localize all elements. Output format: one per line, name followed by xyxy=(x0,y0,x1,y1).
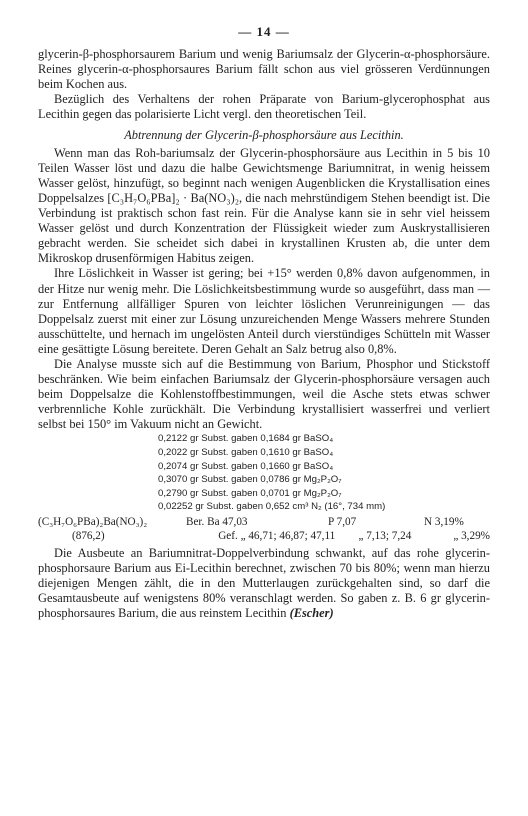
analysis-table xyxy=(38,516,490,544)
intro-paragraph-2: Bezüglich des Verhaltens der rohen Präparate von Barium-glycerophosphat aus Lecithin gegen das polarisierte Licht vergl. den theoretischen Teil. xyxy=(38,92,490,122)
page-number: — 14 — xyxy=(238,24,290,39)
molar-mass: (876,2) xyxy=(72,529,105,542)
measurement-line: 0,2022 gr Subst. gaben 0,1610 gr BaSO₄ xyxy=(158,447,334,459)
measurement-list xyxy=(38,432,490,514)
closing-text: Die Ausbeute an Bariumnitrat-Doppelverbindung schwankt, auf das rohe glycerin-phosphorsaure Barium aus Ei-Lecithin berechnet, zwischen 70 bis 80%; wenn man hierzu diejenigen Mengen zählt, die in den Mutterlaugen zurückgehalten sind, so darf die Gesamtausbeute auf wenigstens 80% veranschlagt werden. So gaben z. B. 6 gr glycerin-phosphorsaures Barium, die aus reinstem Lecithin xyxy=(38,545,490,620)
measurement-line: 0,2074 gr Subst. gaben 0,1660 gr BaSO₄ xyxy=(158,460,334,472)
found-ba: Gef. „ 46,71; 46,87; 47,11 xyxy=(218,529,336,542)
document-page xyxy=(38,24,490,621)
analysis-row-found xyxy=(38,530,490,544)
intro-paragraph-1: glycerin-β-phosphorsaurem Barium und wenig Bariumsalz der Glycerin-α-phosphorsäure. Reines glycerin-α-phosphorsaures Barium fällt schon aus viel grösseren Verdünnungen beim Kochen aus. xyxy=(38,47,490,92)
closing-name: (Escher) xyxy=(289,605,334,620)
found-p: „ 7,13; 7,24 xyxy=(358,529,412,542)
calc-p: P 7,07 xyxy=(328,516,357,528)
section-heading: Abtrennung der Glycerin-β-phosphorsäure aus Lecithin. xyxy=(124,127,404,142)
analysis-row-calculated xyxy=(38,516,490,530)
closing-paragraph xyxy=(38,546,490,621)
calc-n: N 3,19% xyxy=(424,516,464,528)
calc-ba: Ber. Ba 47,03 xyxy=(186,516,248,528)
measurement-line: 0,2122 gr Subst. gaben 0,1684 gr BaSO₄ xyxy=(158,433,334,445)
measurement-line: 0,3070 gr Subst. gaben 0,0786 gr Mg₂P₂O₇ xyxy=(158,474,342,486)
found-n: „ 3,29% xyxy=(453,529,490,542)
body-paragraph-3: Die Analyse musste sich auf die Bestimmung von Barium, Phosphor und Stickstoff beschränken. Wie beim einfachen Bariumsalz der Glycerin-phosphorsäure versagen auch beim Doppelsalze die Kohlenstoffbestimmungen, weil die Asche stets etwas schwer verbrennliche Kohle zurückhält. Die Verbindung krystallisiert wasserfrei und verliert selbst bei 150° im Vakuum nicht an Gewicht. xyxy=(38,356,490,432)
body-paragraph-2: Ihre Löslichkeit in Wasser ist gering; bei +15° werden 0,8% davon aufgenommen, in der Hitze nur wenig mehr. Die Löslichkeitsbestimmung wurde so ausgeführt, dass man — zur Entfernung allfälliger Spuren von leichter löslichen Verunreinigungen — das Doppelsalz zuerst mit einer zur Lösung unzureichenden Menge Wassers mehrere Stunden ausschüttelte, und hernach im ungelösten Anteil durch vierstündiges Schütteln mit Wasser eine gesättigte Lösung bereitete. Deren Gehalt an Salz betrug also 0,8%. xyxy=(38,266,490,356)
formula: (C₃H₇O₆PBa)₂Ba(NO₃)₂ xyxy=(38,516,148,528)
measurement-line: 0,2790 gr Subst. gaben 0,0701 gr Mg₂P₂O₇ xyxy=(158,487,342,499)
measurement-line: 0,02252 gr Subst. gaben 0,652 cm³ N₂ (16°, 734 mm) xyxy=(158,501,386,513)
body-paragraph-1: Wenn man das Roh-bariumsalz der Glycerin-phosphorsäure aus Lecithin in 5 bis 10 Teilen Wasser löst und dazu die halbe Gewichtsmenge Bariumnitrat, in wenig heissem Wasser gelöst, hinzufügt, so beginnt nach wenigen Augenblicken die Krystallisation eines Doppelsalzes [C₃H₇O₆PBa]₂ · Ba(NO₃)₂, die nach mehrstündigem Stehen beendigt ist. Die Verbindung ist praktisch schon fast rein. Für die Analyse kann sie in sehr viel heissem Wasser gelöst und durch Konzentration der Flüssigkeit wieder zum Auskrystallisieren gebracht werden. Sie scheidet sich dabei in krystallinen Krusten ab, die unter dem Mikroskop drusenförmigen Habitus zeigen. xyxy=(38,145,490,266)
